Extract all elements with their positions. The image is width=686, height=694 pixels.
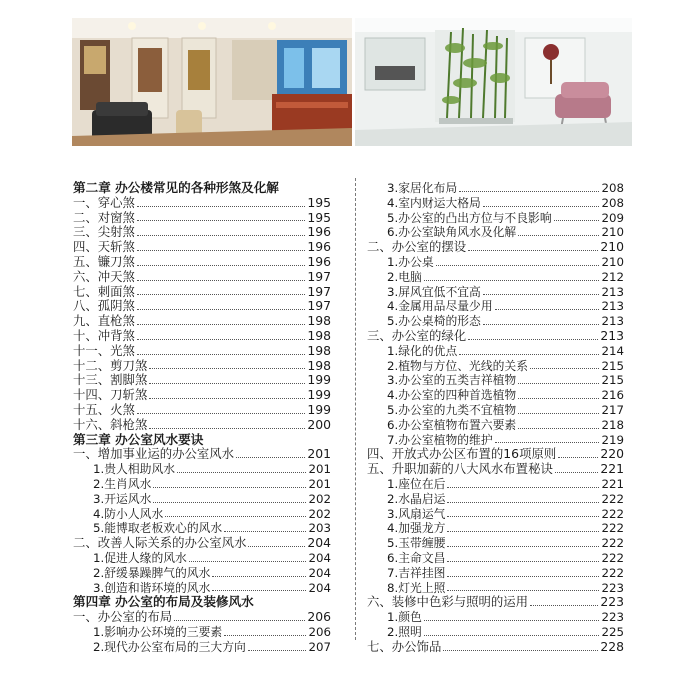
toc-entry [73,521,331,536]
toc-entry [367,477,624,492]
toc-page-number: 213 [601,284,624,299]
toc-page-number: 209 [601,210,624,225]
toc-entry-title: 第二章 办公楼常见的各种形煞及化解 [73,180,279,195]
dot-leader [483,324,600,325]
dot-leader [149,383,305,384]
toc-entry-title: 一、增加事业运的办公室风水 [73,446,235,462]
toc-entry [73,240,331,255]
toc-page-number: 222 [601,565,624,580]
toc-entry-title: 二、改善人际关系的办公室风水 [73,535,247,551]
toc-entry-title: 5.玉带缠腰 [387,536,446,551]
dot-leader [153,487,306,488]
toc-page-number: 215 [601,358,624,373]
dot-leader [137,309,305,310]
toc-page-number: 217 [601,402,624,417]
toc-entry-title: 四、开放式办公区布置的16项原则 [367,446,557,462]
toc-page-number: 204 [308,565,331,580]
toc-entry [73,285,331,300]
toc-page-number: 219 [601,432,624,447]
toc-page-number: 210 [600,239,624,255]
toc-entry [73,418,331,433]
dot-leader [443,650,598,651]
toc-entry [73,566,331,581]
toc-entry-title: 十五、火煞 [73,401,135,417]
toc-entry-title: 2.电脑 [387,269,422,284]
dot-leader [153,502,306,503]
toc-entry [367,581,624,596]
toc-page-number: 222 [601,521,624,536]
toc-entry-title: 5.办公室的九类不宜植物 [387,402,517,417]
toc-entry-title: 3.办公室的五类吉祥植物 [387,373,517,388]
toc-page-number: 207 [308,639,331,654]
toc-entry [367,314,624,329]
toc-entry-title: 3.开运风水 [93,491,152,506]
toc-page-number: 204 [307,535,331,551]
toc-entry [367,610,624,625]
toc-entry-title: 3.创造和谐环境的风水 [93,580,211,595]
toc-entry-title: 6.主命文昌 [387,550,446,565]
toc-entry-title: 十四、刀斩煞 [73,387,148,403]
dot-leader [468,339,598,340]
toc-entry [73,314,331,329]
toc-entry [73,270,331,285]
toc-entry [73,388,331,403]
toc-entry [73,255,331,270]
dot-leader [530,605,598,606]
toc-entry [73,477,331,492]
toc-page-number: 200 [307,416,331,432]
toc-entry-title: 一、穿心煞 [73,194,135,210]
toc-entry-title: 2.水晶启运 [387,491,446,506]
toc-entry [73,373,331,388]
toc-page-number: 197 [307,268,331,284]
dot-leader [518,383,599,384]
toc-entry-title: 十二、剪刀煞 [73,357,148,373]
toc-entry [367,462,624,477]
toc-entry [367,285,624,300]
toc-entry-title: 6.办公室植物布置六要素 [387,417,517,432]
dot-leader [518,398,599,399]
toc-entry [367,551,624,566]
toc-entry [73,640,331,655]
dot-leader [149,428,305,429]
toc-entry-title: 2.照明 [387,624,422,639]
toc-page-number: 221 [601,476,624,491]
dot-leader [459,191,599,192]
dot-leader [137,250,305,251]
toc-page-number: 197 [307,283,331,299]
toc-entry-title: 7.吉祥挂图 [387,565,446,580]
dot-leader [137,354,305,355]
toc-entry [73,329,331,344]
toc-entry [73,403,331,418]
toc-entry [367,373,624,388]
toc-page-number: 198 [307,357,331,373]
toc-entry [73,359,331,374]
toc-entry [73,507,331,522]
toc-entry [367,566,624,581]
toc-entry [73,536,331,551]
toc-entry-title: 2.舒缓暴躁脾气的风水 [93,565,211,580]
toc-entry [367,595,624,610]
toc-page-number: 215 [601,373,624,388]
toc-page-number: 225 [601,624,624,639]
dot-leader [447,576,599,577]
toc-page-number: 199 [307,387,331,403]
toc-entry-title: 五、镰刀煞 [73,253,135,269]
toc-entry [73,581,331,596]
toc-entry [367,388,624,403]
dot-leader [149,398,305,399]
dot-leader [149,368,305,369]
toc-entry-title: 1.影响办公环境的三要素 [93,624,223,639]
toc-entry-title: 九、直枪煞 [73,313,135,329]
toc-entry [367,625,624,640]
toc-entry [367,196,624,211]
toc-page-number: 223 [601,610,624,625]
toc-page-number: 195 [307,209,331,225]
toc-entry [367,299,624,314]
toc-entry-title: 5.办公桌椅的形态 [387,314,481,329]
toc-page-number: 195 [307,194,331,210]
toc-entry [367,211,624,226]
toc-page-number: 206 [307,609,331,625]
toc-entry [367,507,624,522]
toc-page-number: 204 [308,580,331,595]
toc-left-column [73,181,331,655]
toc-page-number: 197 [307,298,331,314]
dot-leader [137,294,305,295]
dot-leader [137,220,305,221]
dot-leader [248,650,307,651]
toc-right-column [367,181,624,655]
toc-entry-title: 二、办公室的摆设 [367,239,467,255]
toc-entry-title: 第四章 办公室的布局及装修风水 [73,594,254,610]
toc-entry [367,492,624,507]
toc-entry [367,403,624,418]
toc-entry [367,181,624,196]
dot-leader [483,206,600,207]
toc-entry [367,329,624,344]
toc-entry [73,610,331,625]
toc-entry [367,521,624,536]
dot-leader [174,620,305,621]
toc-entry [367,640,624,655]
toc-entry-title: 2.现代办公室布局的三大方向 [93,639,246,654]
toc-page-number: 222 [601,491,624,506]
toc-entry-title: 二、对窗煞 [73,209,135,225]
toc-entry [367,270,624,285]
toc-entry [367,418,624,433]
toc-entry-title: 6.办公室缺角风水及化解 [387,225,517,240]
toc-entry-title: 3.风扇运气 [387,506,446,521]
toc-entry [73,344,331,359]
toc-entry [367,359,624,374]
dot-leader [436,265,600,266]
toc-entry-title: 三、尖射煞 [73,224,135,240]
toc-page-number: 196 [307,253,331,269]
dot-leader [447,546,599,547]
dot-leader [137,206,305,207]
office-interior-illustration [355,18,632,146]
toc-entry-title: 1.促进人缘的风水 [93,550,187,565]
dot-leader [447,487,599,488]
toc-page-number: 208 [601,195,624,210]
dot-leader [189,561,307,562]
toc-entry-title: 3.家居化布局 [387,181,458,195]
toc-entry [73,299,331,314]
dot-leader [558,457,598,458]
toc-entry-title: 3.屏风宜低不宜高 [387,284,481,299]
toc-page-number: 208 [601,181,624,195]
toc-page-number: 214 [601,343,624,358]
toc-page-number: 222 [601,506,624,521]
toc-page-number: 223 [601,580,624,595]
toc-entry-title: 4.办公室的四种首选植物 [387,388,517,403]
toc-page-number: 204 [308,550,331,565]
toc-entry-title: 四、天斩煞 [73,239,135,255]
toc-entry [73,551,331,566]
dot-leader [236,457,305,458]
dot-leader [212,576,306,577]
dot-leader [137,280,305,281]
toc-entry-title: 8.灯光上照 [387,580,446,595]
dot-leader [518,413,599,414]
dot-leader [224,635,306,636]
toc-page-number: 210 [601,225,624,240]
toc-page-number: 228 [600,638,624,654]
toc-entry-title: 2.植物与方位、光线的关系 [387,358,529,373]
dot-leader [554,220,600,221]
toc-entry-title: 1.颜色 [387,610,422,625]
toc-entry-title: 4.室内财运大格局 [387,195,481,210]
toc-page-number: 198 [307,342,331,358]
dot-leader [530,368,599,369]
toc-entry-title: 4.加强龙方 [387,521,446,536]
toc-page-number: 199 [307,372,331,388]
toc-entry-title: 1.绿化的优点 [387,343,458,358]
toc-entry-title: 5.能博取老板欢心的风水 [93,521,223,536]
toc-entry [73,196,331,211]
toc-page-number: 202 [308,506,331,521]
toc-entry-title: 4.防小人风水 [93,506,164,521]
toc-page-number: 212 [601,269,624,284]
toc-page-number: 213 [601,314,624,329]
dot-leader [518,235,599,236]
dot-leader [518,428,599,429]
dot-leader [137,339,305,340]
toc-entry-title: 三、办公室的绿化 [367,327,467,343]
dot-leader [459,354,599,355]
toc-entry [73,492,331,507]
toc-entry [73,211,331,226]
toc-page-number: 199 [307,401,331,417]
toc-entry [367,536,624,551]
dot-leader [447,516,599,517]
toc-entry-title: 一、办公室的布局 [73,609,173,625]
toc-entry-title: 4.金属用品尽量少用 [387,299,493,314]
toc-entry [367,344,624,359]
toc-page-number: 196 [307,224,331,240]
office-lobby-illustration [72,18,352,146]
toc-page-number: 196 [307,239,331,255]
toc-entry [73,625,331,640]
toc-page-number: 223 [600,594,624,610]
dot-leader [137,324,305,325]
toc-entry-title: 六、冲天煞 [73,268,135,284]
toc-chapter-heading [73,433,331,448]
toc-entry [367,240,624,255]
toc-page-number: 221 [600,461,624,477]
toc-entry-title: 十一、光煞 [73,342,135,358]
toc-chapter-heading [73,181,331,196]
toc-entry-title: 十六、斜枪煞 [73,416,148,432]
toc-page-number: 198 [307,327,331,343]
office-interior-photo [355,18,632,146]
toc-entry-title: 十、冲背煞 [73,327,135,343]
toc-entry [367,255,624,270]
dot-leader [424,635,600,636]
toc-entry-title: 5.办公室的凸出方位与不良影响 [387,210,552,225]
dot-leader [424,280,600,281]
column-divider [355,178,356,640]
toc-page-number: 206 [308,624,331,639]
dot-leader [447,590,599,591]
toc-entry-title: 第三章 办公室风水要诀 [73,431,204,447]
dot-leader [212,590,306,591]
toc-entry [73,225,331,240]
toc-page-number: 202 [308,491,331,506]
dot-leader [137,235,305,236]
toc-page-number: 213 [600,327,624,343]
toc-entry-title: 六、装修中色彩与照明的运用 [367,594,529,610]
dot-leader [468,250,598,251]
toc-page-number: 222 [601,550,624,565]
dot-leader [495,309,600,310]
toc-page-number: 210 [601,254,624,269]
toc-page-number: 220 [600,446,624,462]
toc-page-number: 218 [601,417,624,432]
dot-leader [555,472,598,473]
toc-chapter-heading [73,595,331,610]
dot-leader [165,516,306,517]
toc-entry-title: 十三、割脚煞 [73,372,148,388]
dot-leader [447,502,599,503]
dot-leader [424,620,600,621]
toc-entry-title: 1.座位在后 [387,476,446,491]
toc-page-number: 203 [308,521,331,536]
toc-page-number: 222 [601,536,624,551]
toc-entry [73,462,331,477]
office-lobby-photo [72,18,352,146]
toc-entry [367,447,624,462]
toc-page-number: 213 [601,299,624,314]
toc-entry [367,433,624,448]
toc-entry-title: 七、办公饰品 [367,638,442,654]
dot-leader [177,472,306,473]
dot-leader [137,413,305,414]
dot-leader [248,546,305,547]
toc-page-number: 216 [601,388,624,403]
dot-leader [483,294,600,295]
toc-entry [367,225,624,240]
toc-entry-title: 7.办公室植物的维护 [387,432,493,447]
toc-entry-title: 2.生肖风水 [93,476,152,491]
dot-leader [447,561,599,562]
dot-leader [224,531,306,532]
toc-entry-title: 1.办公桌 [387,254,434,269]
toc-entry-title: 七、刺面煞 [73,283,135,299]
toc-page-number: 201 [308,462,331,477]
toc-entry-title: 五、升职加薪的八大风水布置秘诀 [367,461,553,477]
toc-page-number: 201 [307,446,331,462]
toc-page-number: 198 [307,313,331,329]
dot-leader [137,265,305,266]
dot-leader [447,531,599,532]
toc-entry [73,447,331,462]
dot-leader [495,442,600,443]
toc-entry-title: 八、孤阴煞 [73,298,135,314]
toc-entry-title: 1.贵人相助风水 [93,462,176,477]
toc-page-number: 201 [308,476,331,491]
